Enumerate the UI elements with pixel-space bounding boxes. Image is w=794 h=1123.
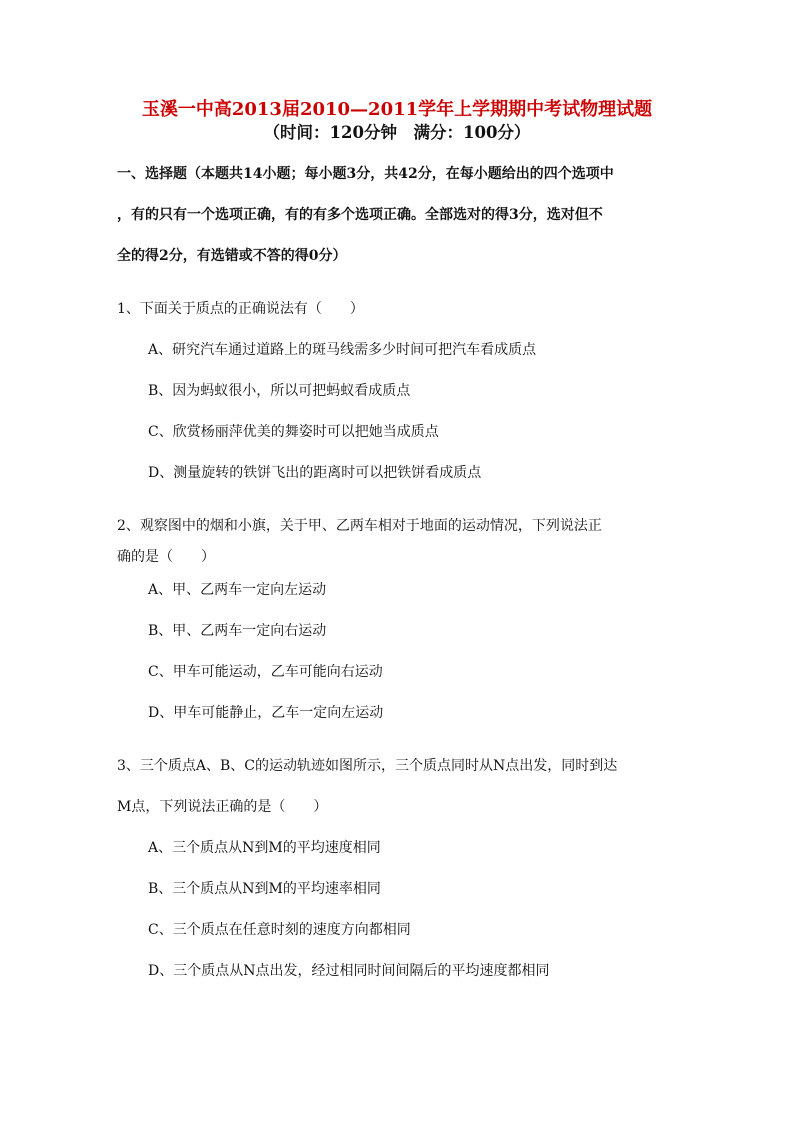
question-3-option-d: D、三个质点从N点出发，经过相同时间间隔后的平均速度都相同 xyxy=(148,963,550,979)
question-1-option-b: B、因为蚂蚁很小，所以可把蚂蚁看成质点 xyxy=(148,383,411,399)
question-2-stem-line-1: 2、观察图中的烟和小旗，关于甲、乙两车相对于地面的运动情况，下列说法正 xyxy=(117,518,602,534)
question-1-option-d: D、测量旋转的铁饼飞出的距离时可以把铁饼看成质点 xyxy=(148,465,482,481)
question-3-stem-line-1: 3、三个质点A、B、C的运动轨迹如图所示，三个质点同时从N点出发，同时到达 xyxy=(117,758,618,774)
exam-title: 玉溪一中高2013届2010—2011学年上学期期中考试物理试题 xyxy=(141,99,653,120)
question-3-option-b: B、三个质点从N到M的平均速率相同 xyxy=(148,881,381,897)
section-instructions-line-3: 全的得2分，有选错或不答的得0分） xyxy=(117,248,347,264)
question-1-option-a: A、研究汽车通过道路上的斑马线需多少时间可把汽车看成质点 xyxy=(148,342,537,358)
question-3-option-c: C、三个质点在任意时刻的速度方向都相同 xyxy=(148,922,411,938)
exam-subtitle: （时间：120分钟 满分：100分） xyxy=(263,123,531,142)
question-1-stem: 1、下面关于质点的正确说法有（ ） xyxy=(117,301,364,317)
question-2-option-a: A、甲、乙两车一定向左运动 xyxy=(148,582,327,598)
section-instructions-line-2: ，有的只有一个选项正确，有的有多个选项正确。全部选对的得3分，选对但不 xyxy=(117,207,603,223)
question-1-option-c: C、欣赏杨丽萍优美的舞姿时可以把她当成质点 xyxy=(148,424,439,440)
question-2-option-b: B、甲、乙两车一定向右运动 xyxy=(148,623,327,639)
question-2-option-c: C、甲车可能运动，乙车可能向右运动 xyxy=(148,664,383,680)
question-2-option-d: D、甲车可能静止，乙车一定向左运动 xyxy=(148,705,384,721)
question-3-stem-line-2: M点，下列说法正确的是（ ） xyxy=(117,799,328,815)
question-2-stem-line-2: 确的是（ ） xyxy=(117,549,215,565)
question-3-option-a: A、三个质点从N到M的平均速度相同 xyxy=(148,840,381,856)
section-instructions-line-1: 一、选择题（本题共14小题；每小题3分，共42分，在每小题给出的四个选项中 xyxy=(117,166,614,182)
